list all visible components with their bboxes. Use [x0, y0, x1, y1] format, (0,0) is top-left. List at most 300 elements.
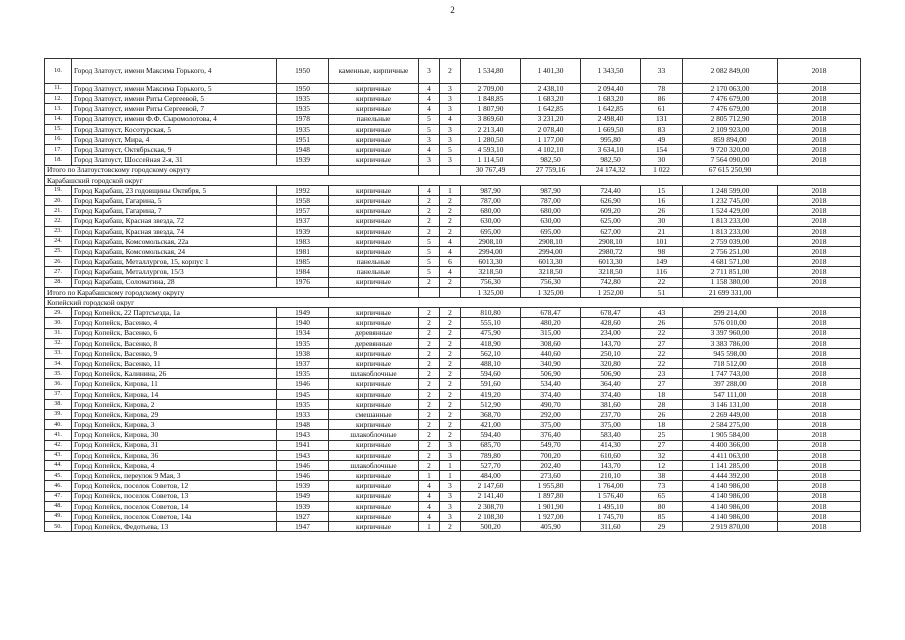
- wall-material-cell: кирпичные: [329, 481, 419, 491]
- total-area-cell: 475,90: [461, 328, 521, 338]
- row-number: 10.: [45, 59, 72, 84]
- apartments-area-cell: 2 078,40: [521, 124, 581, 134]
- residents-count-cell: 23: [641, 369, 683, 379]
- completion-year-cell: 2018: [778, 511, 861, 521]
- residents-area-cell: 143,70: [581, 338, 641, 348]
- residents-area-cell: 610,60: [581, 450, 641, 460]
- wall-material-cell: кирпичные: [329, 359, 419, 369]
- year-cell: 1940: [277, 318, 329, 328]
- table-row: [45, 124, 861, 134]
- apartments-area-cell: 680,00: [521, 206, 581, 216]
- entrances-cell: 2: [440, 522, 461, 532]
- apartments-area-cell: 376,40: [521, 430, 581, 440]
- wall-material-cell: кирпичные: [329, 522, 419, 532]
- wall-material-cell: шлакоблочные: [329, 430, 419, 440]
- table-row: [45, 257, 861, 267]
- floors-cell: 2: [419, 328, 440, 338]
- entrances-cell: 2: [440, 389, 461, 399]
- apartments-area-cell: 4 102,10: [521, 145, 581, 155]
- address-cell: Город Копейск, Кирова, 3: [72, 420, 277, 430]
- address-cell: Город Копейск, поселок Советов, 12: [72, 481, 277, 491]
- wall-material-cell: кирпичные: [329, 236, 419, 246]
- residents-count-cell: 73: [641, 481, 683, 491]
- row-number: 50.: [45, 522, 72, 532]
- row-number: 28.: [45, 277, 72, 287]
- residents-count-cell: 22: [641, 277, 683, 287]
- cost-cell: 4 140 986,00: [683, 511, 778, 521]
- floors-cell: 2: [419, 226, 440, 236]
- wall-material-cell: кирпичные: [329, 511, 419, 521]
- completion-year-cell: 2018: [778, 389, 861, 399]
- cost-cell: 2 756 251,00: [683, 247, 778, 257]
- apartments-area-cell: 308,60: [521, 338, 581, 348]
- completion-year-cell: 2018: [778, 420, 861, 430]
- apartments-area-cell: 695,00: [521, 226, 581, 236]
- row-number: 30.: [45, 318, 72, 328]
- residents-area-cell: 625,00: [581, 216, 641, 226]
- year-cell: 1958: [277, 196, 329, 206]
- floors-cell: 3: [419, 59, 440, 84]
- residents-count-cell: 26: [641, 318, 683, 328]
- completion-year-cell: 2018: [778, 399, 861, 409]
- residents-area-cell: 1 764,00: [581, 481, 641, 491]
- cost-cell: 1 524 429,00: [683, 206, 778, 216]
- row-number: 13.: [45, 104, 72, 114]
- floors-cell: 2: [419, 196, 440, 206]
- section-row: [45, 175, 861, 185]
- total-area-cell: 810,80: [461, 308, 521, 318]
- table-row: [45, 450, 861, 460]
- floors-cell: 2: [419, 369, 440, 379]
- total-row: [45, 287, 861, 297]
- entrances-cell: 5: [440, 145, 461, 155]
- year-cell: 1934: [277, 328, 329, 338]
- residents-area-cell: 234,00: [581, 328, 641, 338]
- residents-area-cell: 1 576,40: [581, 491, 641, 501]
- entrances-cell: 2: [440, 318, 461, 328]
- completion-year-cell: 2018: [778, 308, 861, 318]
- year-cell: 1981: [277, 247, 329, 257]
- year-cell: 1950: [277, 59, 329, 84]
- total-label: Итого по Златоустовскому городскому округу: [45, 165, 329, 175]
- residents-area-cell: 3218,50: [581, 267, 641, 277]
- total-row: [45, 165, 861, 175]
- year-cell: 1948: [277, 420, 329, 430]
- completion-year-cell: 2018: [778, 359, 861, 369]
- total-area-cell: 421,00: [461, 420, 521, 430]
- address-cell: Город Копейск, Кирова, 11: [72, 379, 277, 389]
- wall-material-cell: шлакоблочные: [329, 369, 419, 379]
- residents-area-cell: 24 174,32: [581, 165, 641, 175]
- floors-cell: 4: [419, 501, 440, 511]
- floors-cell: 2: [419, 430, 440, 440]
- table-row: [45, 308, 861, 318]
- year-cell: 1938: [277, 348, 329, 358]
- residents-count-cell: 101: [641, 236, 683, 246]
- residents-area-cell: 742,80: [581, 277, 641, 287]
- row-number: 22.: [45, 216, 72, 226]
- floors-cell: 2: [419, 440, 440, 450]
- entrances-cell: 4: [440, 267, 461, 277]
- floors-cell: 4: [419, 491, 440, 501]
- apartments-area-cell: 27 759,16: [521, 165, 581, 175]
- wall-material-cell: шлакоблочные: [329, 460, 419, 470]
- residents-count-cell: 83: [641, 124, 683, 134]
- residents-count-cell: 131: [641, 114, 683, 124]
- entrances-cell: 3: [440, 84, 461, 94]
- total-area-cell: 594,40: [461, 430, 521, 440]
- cost-cell: 1 905 584,00: [683, 430, 778, 440]
- address-cell: Город Карабаш, Гагарина, 5: [72, 196, 277, 206]
- year-cell: 1927: [277, 511, 329, 521]
- year-cell: 1984: [277, 267, 329, 277]
- entrances-cell: 2: [440, 216, 461, 226]
- residents-count-cell: 16: [641, 196, 683, 206]
- address-cell: Город Златоуст, Мира, 4: [72, 134, 277, 144]
- floors-cell: 1: [419, 471, 440, 481]
- address-cell: Город Копейск, Федотьева, 13: [72, 522, 277, 532]
- completion-year-cell: 2018: [778, 338, 861, 348]
- floors-cell: 2: [419, 460, 440, 470]
- wall-material-cell: панельные: [329, 114, 419, 124]
- entrances-cell: 2: [440, 308, 461, 318]
- cost-cell: 1 232 745,00: [683, 196, 778, 206]
- total-area-cell: 630,00: [461, 216, 521, 226]
- residents-area-cell: 414,30: [581, 440, 641, 450]
- cost-cell: 7 476 679,00: [683, 104, 778, 114]
- apartments-area-cell: 534,40: [521, 379, 581, 389]
- entrances-cell: 2: [440, 430, 461, 440]
- residents-count-cell: 116: [641, 267, 683, 277]
- residents-area-cell: 1 343,50: [581, 59, 641, 84]
- row-number: 39.: [45, 410, 72, 420]
- cost-cell: 2 170 063,00: [683, 84, 778, 94]
- residents-count-cell: 30: [641, 155, 683, 165]
- completion-year-cell: 2018: [778, 369, 861, 379]
- entrances-cell: 2: [440, 420, 461, 430]
- completion-year-cell: 2018: [778, 430, 861, 440]
- entrances-cell: 2: [440, 399, 461, 409]
- residents-count-cell: 86: [641, 94, 683, 104]
- year-cell: 1949: [277, 491, 329, 501]
- residents-count-cell: 51: [641, 287, 683, 297]
- row-number: 37.: [45, 389, 72, 399]
- residents-count-cell: 61: [641, 104, 683, 114]
- row-number: 18.: [45, 155, 72, 165]
- residents-area-cell: 143,70: [581, 460, 641, 470]
- residents-area-cell: 506,90: [581, 369, 641, 379]
- residents-area-cell: 1 683,20: [581, 94, 641, 104]
- completion-year-cell: 2018: [778, 134, 861, 144]
- floors-cell: 2: [419, 420, 440, 430]
- table-row: [45, 114, 861, 124]
- apartments-area-cell: 6013,30: [521, 257, 581, 267]
- total-area-cell: 789,80: [461, 450, 521, 460]
- year-cell: 1978: [277, 114, 329, 124]
- row-number: 17.: [45, 145, 72, 155]
- entrances-cell: 3: [440, 104, 461, 114]
- cost-cell: 1 813 233,00: [683, 216, 778, 226]
- residents-area-cell: 2 498,40: [581, 114, 641, 124]
- entrances-cell: 2: [440, 277, 461, 287]
- cost-cell: 2 805 712,90: [683, 114, 778, 124]
- year-cell: 1957: [277, 206, 329, 216]
- residents-count-cell: 38: [641, 471, 683, 481]
- residents-area-cell: 210,10: [581, 471, 641, 481]
- cost-cell: 1 747 743,00: [683, 369, 778, 379]
- completion-year-cell: 2018: [778, 59, 861, 84]
- completion-year-cell: 2018: [778, 236, 861, 246]
- table-row: [45, 369, 861, 379]
- address-cell: Город Копейск, поселок Советов, 13: [72, 491, 277, 501]
- cost-cell: 7 564 090,00: [683, 155, 778, 165]
- year-cell: 1947: [277, 522, 329, 532]
- row-number: 33.: [45, 348, 72, 358]
- floors-cell: 2: [419, 338, 440, 348]
- row-number: 43.: [45, 450, 72, 460]
- residents-area-cell: 381,60: [581, 399, 641, 409]
- apartments-area-cell: 1 901,90: [521, 501, 581, 511]
- floors-cell: 2: [419, 216, 440, 226]
- residents-count-cell: 154: [641, 145, 683, 155]
- apartments-area-cell: 1 683,20: [521, 94, 581, 104]
- apartments-area-cell: 1 177,00: [521, 134, 581, 144]
- row-number: 23.: [45, 226, 72, 236]
- table-row: [45, 267, 861, 277]
- residents-count-cell: 98: [641, 247, 683, 257]
- wall-material-cell: кирпичные: [329, 450, 419, 460]
- residents-area-cell: 250,10: [581, 348, 641, 358]
- address-cell: Город Карабаш, Металлургов, 15, корпус 1: [72, 257, 277, 267]
- total-area-cell: 2 108,30: [461, 511, 521, 521]
- row-number: 29.: [45, 308, 72, 318]
- year-cell: 1935: [277, 369, 329, 379]
- address-cell: Город Копейск, поселок Советов, 14: [72, 501, 277, 511]
- cost-cell: 3 383 786,00: [683, 338, 778, 348]
- floors-cell: 2: [419, 399, 440, 409]
- address-cell: Город Копейск, Васенко, 8: [72, 338, 277, 348]
- residents-count-cell: 149: [641, 257, 683, 267]
- total-area-cell: 4 593,10: [461, 145, 521, 155]
- table-row: [45, 196, 861, 206]
- table-row: [45, 471, 861, 481]
- residents-area-cell: 1 495,10: [581, 501, 641, 511]
- table-row: [45, 185, 861, 195]
- address-cell: Город Златоуст, имени Максима Горького, 5: [72, 84, 277, 94]
- apartments-area-cell: 480,20: [521, 318, 581, 328]
- table-row: [45, 328, 861, 338]
- total-area-cell: 1 114,50: [461, 155, 521, 165]
- table-row: [45, 318, 861, 328]
- cost-cell: 4 681 571,00: [683, 257, 778, 267]
- entrances-cell: 2: [440, 410, 461, 420]
- apartments-area-cell: 2908,10: [521, 236, 581, 246]
- wall-material-cell: кирпичные: [329, 216, 419, 226]
- residents-count-cell: 65: [641, 491, 683, 501]
- entrances-cell: 2: [440, 59, 461, 84]
- wall-material-cell: кирпичные: [329, 247, 419, 257]
- row-number: 25.: [45, 247, 72, 257]
- wall-material-cell: кирпичные: [329, 389, 419, 399]
- entrances-cell: 3: [440, 134, 461, 144]
- residents-count-cell: 1 022: [641, 165, 683, 175]
- apartments-area-cell: 630,00: [521, 216, 581, 226]
- wall-material-cell: деревянные: [329, 328, 419, 338]
- address-cell: Город Копейск, Кирова, 4: [72, 460, 277, 470]
- year-cell: 1943: [277, 450, 329, 460]
- address-cell: Город Златоуст, имени Ф.Ф. Сыромолотова, 4: [72, 114, 277, 124]
- apartments-area-cell: 1 642,85: [521, 104, 581, 114]
- residents-count-cell: 27: [641, 440, 683, 450]
- apartments-area-cell: 3218,50: [521, 267, 581, 277]
- address-cell: Город Копейск, Кирова, 31: [72, 440, 277, 450]
- apartments-area-cell: 2 438,10: [521, 84, 581, 94]
- wall-material-cell: кирпичные: [329, 471, 419, 481]
- cost-cell: 1 158 380,00: [683, 277, 778, 287]
- address-cell: Город Копейск, Васенко, 11: [72, 359, 277, 369]
- entrances-cell: 2: [440, 226, 461, 236]
- residents-area-cell: 1 669,50: [581, 124, 641, 134]
- apartments-area-cell: 678,47: [521, 308, 581, 318]
- address-cell: Город Копейск, Васенко, 9: [72, 348, 277, 358]
- apartments-area-cell: 2994,00: [521, 247, 581, 257]
- apartments-area-cell: 700,20: [521, 450, 581, 460]
- apartments-area-cell: 1 325,00: [521, 287, 581, 297]
- year-cell: 1939: [277, 226, 329, 236]
- year-cell: 1946: [277, 460, 329, 470]
- entrances-cell: 2: [440, 328, 461, 338]
- total-area-cell: 527,70: [461, 460, 521, 470]
- residents-count-cell: 49: [641, 134, 683, 144]
- table-row: [45, 440, 861, 450]
- residents-area-cell: 237,70: [581, 410, 641, 420]
- floors-cell: 2: [419, 359, 440, 369]
- table-row: [45, 420, 861, 430]
- cost-cell: 4 411 063,00: [683, 450, 778, 460]
- table-row: [45, 522, 861, 532]
- residents-count-cell: 26: [641, 410, 683, 420]
- row-number: 44.: [45, 460, 72, 470]
- residents-area-cell: 6013,30: [581, 257, 641, 267]
- residents-count-cell: 28: [641, 399, 683, 409]
- address-cell: Город Карабаш, Комсомольская, 22а: [72, 236, 277, 246]
- residents-area-cell: 724,40: [581, 185, 641, 195]
- total-area-cell: 368,70: [461, 410, 521, 420]
- residents-count-cell: 27: [641, 379, 683, 389]
- table-row: [45, 226, 861, 236]
- apartments-area-cell: 315,00: [521, 328, 581, 338]
- year-cell: 1941: [277, 440, 329, 450]
- residents-area-cell: 364,40: [581, 379, 641, 389]
- completion-year-cell: 2018: [778, 94, 861, 104]
- wall-material-cell: кирпичные: [329, 196, 419, 206]
- cost-cell: 4 140 986,00: [683, 481, 778, 491]
- wall-material-cell: деревянные: [329, 338, 419, 348]
- cost-cell: 4 400 366,00: [683, 440, 778, 450]
- floors-cell: 2: [419, 206, 440, 216]
- floors-cell: 2: [419, 308, 440, 318]
- entrances-cell: 3: [440, 124, 461, 134]
- year-cell: 1950: [277, 84, 329, 94]
- cost-cell: 4 444 392,00: [683, 471, 778, 481]
- row-number: 48.: [45, 501, 72, 511]
- entrances-cell: 3: [440, 155, 461, 165]
- entrances-cell: 3: [440, 450, 461, 460]
- year-cell: 1935: [277, 338, 329, 348]
- entrances-cell: 2: [440, 369, 461, 379]
- year-cell: 1933: [277, 410, 329, 420]
- floors-cell: 3: [419, 134, 440, 144]
- row-number: 45.: [45, 471, 72, 481]
- total-area-cell: 512,90: [461, 399, 521, 409]
- residents-area-cell: 627,00: [581, 226, 641, 236]
- year-cell: 1985: [277, 257, 329, 267]
- address-cell: Город Копейск, Калинина, 26: [72, 369, 277, 379]
- row-number: 21.: [45, 206, 72, 216]
- completion-year-cell: 2018: [778, 348, 861, 358]
- empty-cell: [329, 165, 419, 175]
- row-number: 16.: [45, 134, 72, 144]
- total-area-cell: 594,60: [461, 369, 521, 379]
- apartments-area-cell: 340,90: [521, 359, 581, 369]
- completion-year-cell: 2018: [778, 491, 861, 501]
- entrances-cell: 2: [440, 338, 461, 348]
- table-row: [45, 389, 861, 399]
- residents-area-cell: 1 745,70: [581, 511, 641, 521]
- year-cell: 1937: [277, 216, 329, 226]
- row-number: 24.: [45, 236, 72, 246]
- floors-cell: 4: [419, 145, 440, 155]
- row-number: 41.: [45, 430, 72, 440]
- table-row: [45, 277, 861, 287]
- year-cell: 1935: [277, 124, 329, 134]
- entrances-cell: 3: [440, 511, 461, 521]
- residents-count-cell: 32: [641, 450, 683, 460]
- total-area-cell: 2 141,40: [461, 491, 521, 501]
- completion-year-cell: 2018: [778, 522, 861, 532]
- floors-cell: 4: [419, 94, 440, 104]
- cost-cell: 21 699 331,00: [683, 287, 778, 297]
- total-area-cell: 2 308,70: [461, 501, 521, 511]
- row-number: 19.: [45, 185, 72, 195]
- completion-year-cell: 2018: [778, 104, 861, 114]
- floors-cell: 2: [419, 379, 440, 389]
- floors-cell: 2: [419, 277, 440, 287]
- table-row: [45, 348, 861, 358]
- section-label: Карабашский городской округ: [45, 175, 861, 185]
- total-area-cell: 695,00: [461, 226, 521, 236]
- wall-material-cell: кирпичные: [329, 84, 419, 94]
- residents-area-cell: 311,60: [581, 522, 641, 532]
- total-area-cell: 591,60: [461, 379, 521, 389]
- page-number: 2: [450, 5, 455, 15]
- address-cell: Город Копейск, Кирова, 36: [72, 450, 277, 460]
- floors-cell: 2: [419, 450, 440, 460]
- entrances-cell: 4: [440, 247, 461, 257]
- total-area-cell: 484,00: [461, 471, 521, 481]
- floors-cell: 5: [419, 236, 440, 246]
- address-cell: Город Копейск, Васенко, 6: [72, 328, 277, 338]
- wall-material-cell: кирпичные: [329, 124, 419, 134]
- apartments-area-cell: 3 231,20: [521, 114, 581, 124]
- cost-cell: 2 584 275,00: [683, 420, 778, 430]
- cost-cell: 547 111,00: [683, 389, 778, 399]
- wall-material-cell: кирпичные: [329, 155, 419, 165]
- total-area-cell: 2994,00: [461, 247, 521, 257]
- apartments-area-cell: 440,60: [521, 348, 581, 358]
- empty-cell: [419, 287, 440, 297]
- total-label: Итого по Карабашскому городскому округу: [45, 287, 329, 297]
